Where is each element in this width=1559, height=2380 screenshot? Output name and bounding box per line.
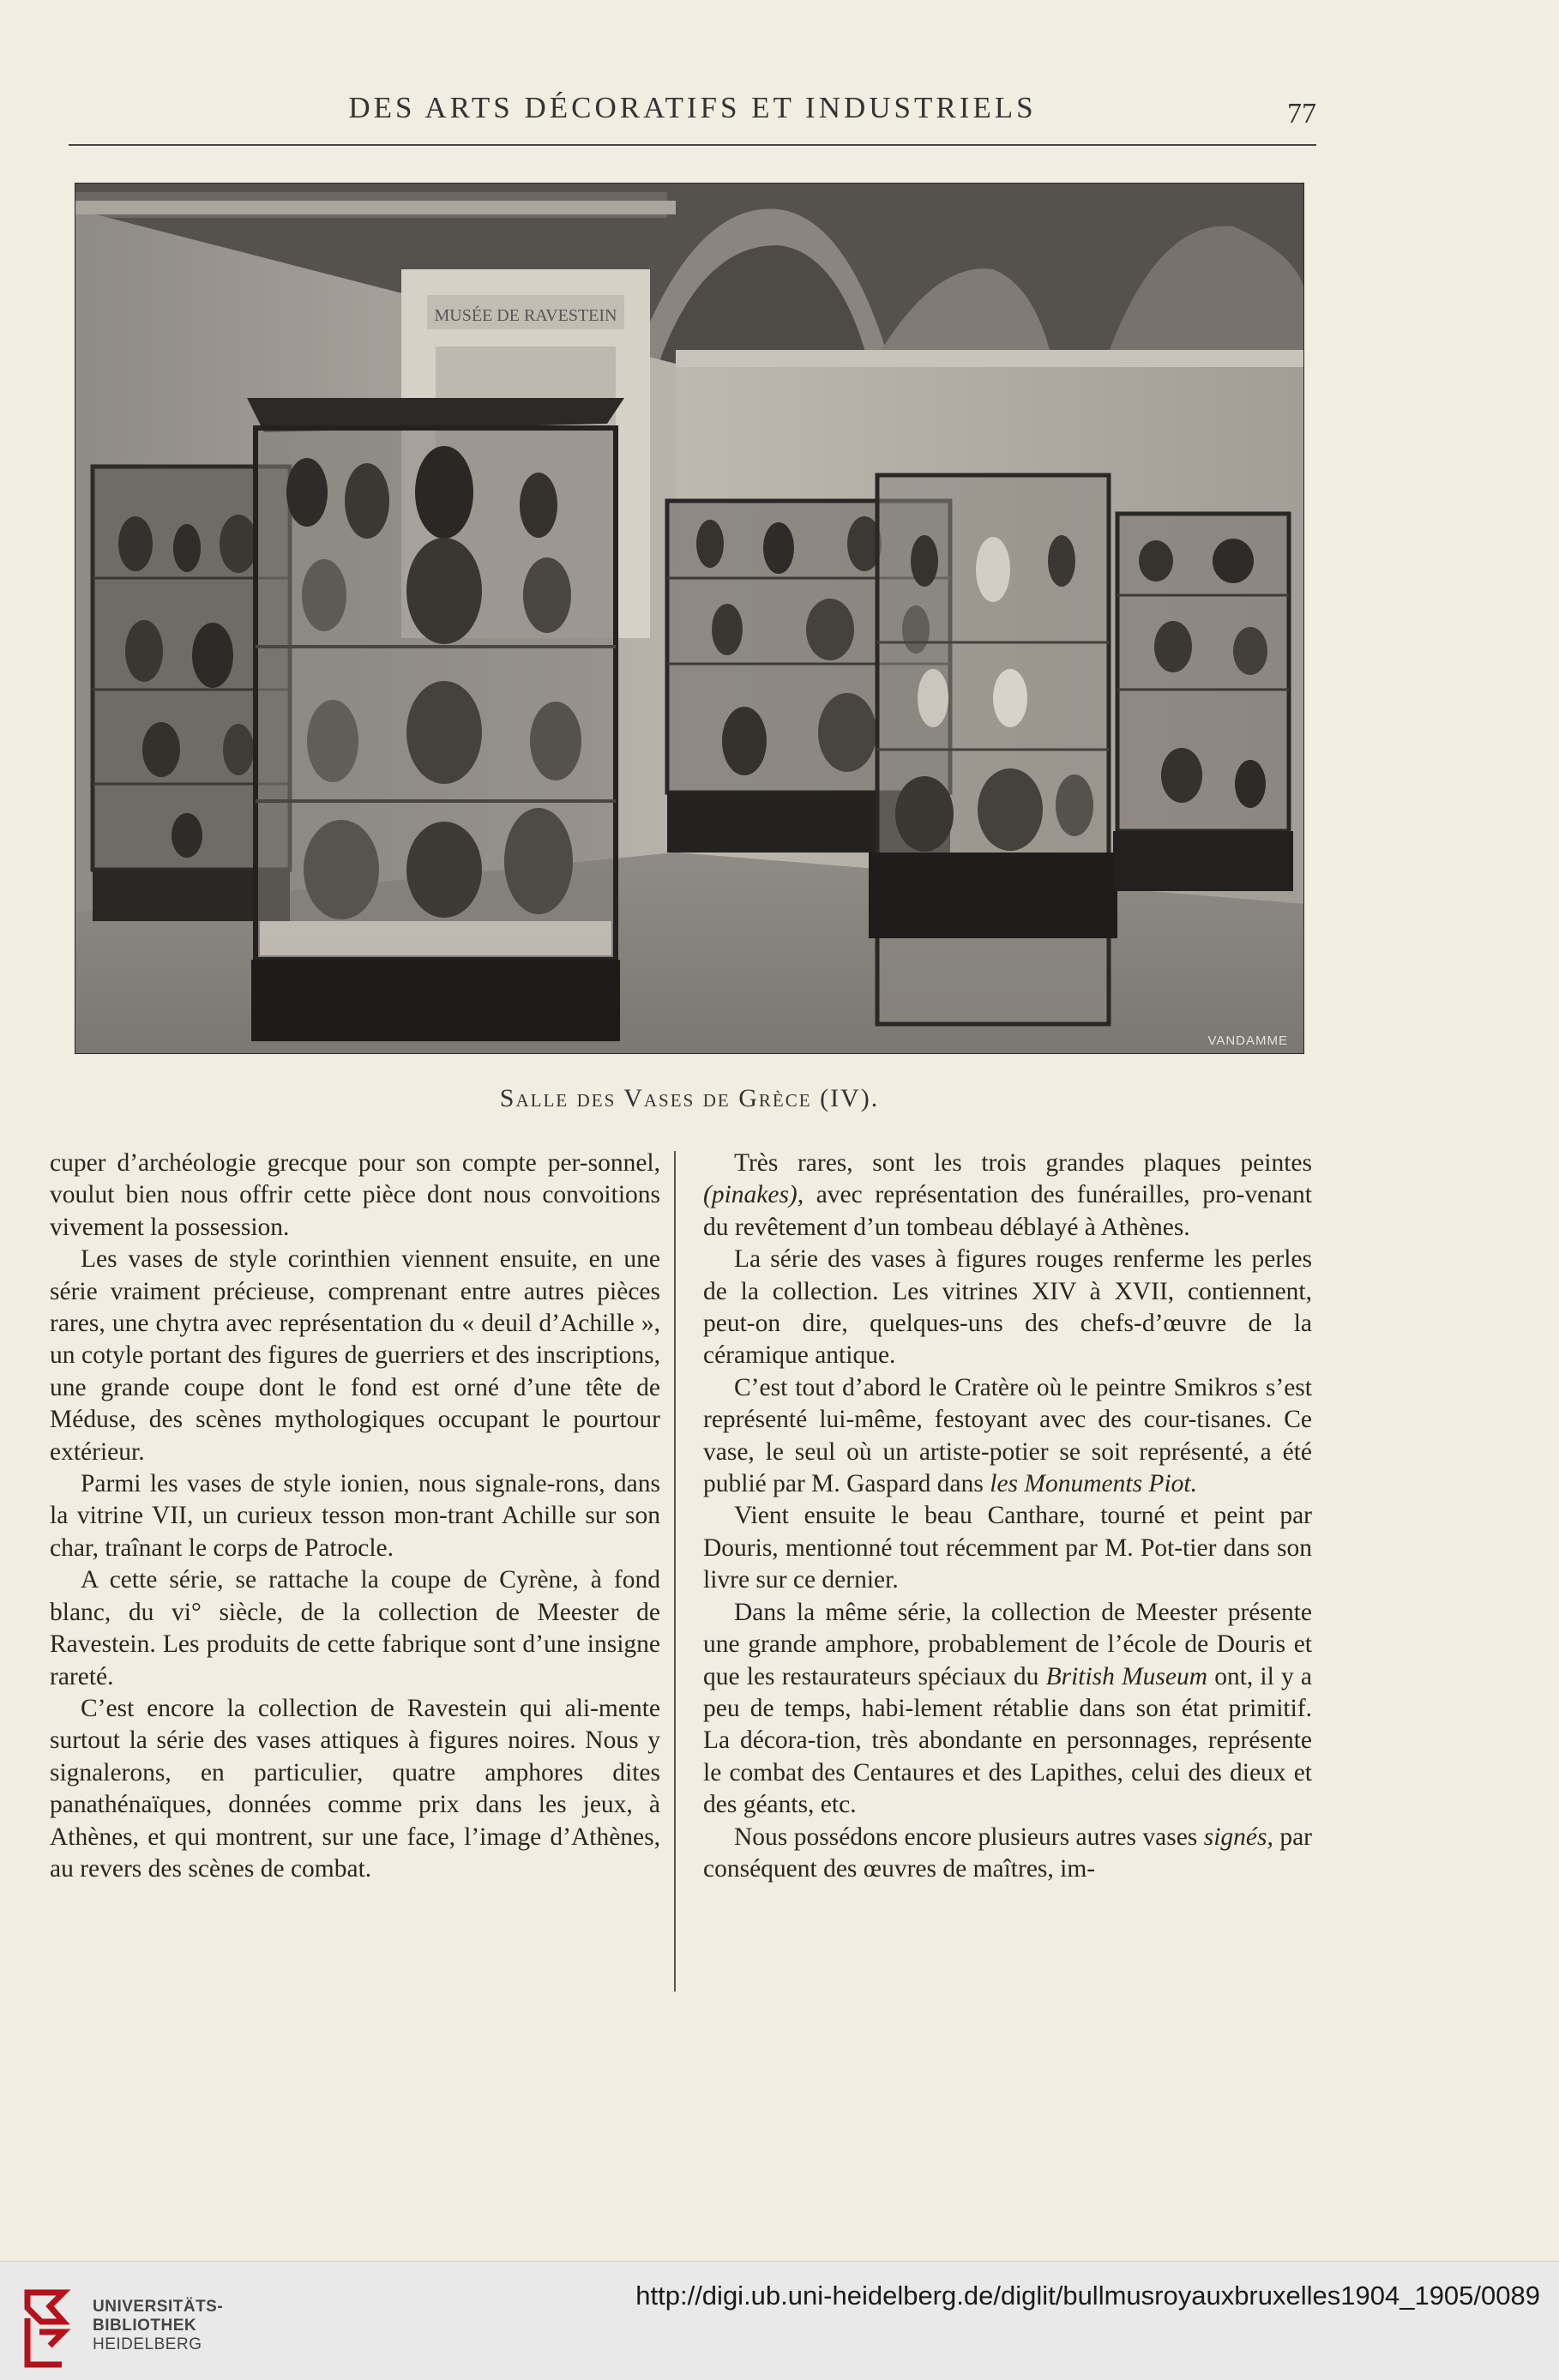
left-column [50, 1148, 660, 1885]
digitization-footer [0, 2261, 1559, 2380]
paragraph: La série des vases à figures rouges renferme les perles de la collection. Les vitrines XIV à XVII, contiennent, peut-on dire, quelques-uns des chefs-d’œuvre de la céramique antique. [703, 1245, 1312, 1370]
university-library-logo-icon [15, 2287, 84, 2370]
header-rule [69, 144, 1316, 146]
photo-plate [75, 184, 1303, 1053]
right-column [703, 1148, 1312, 1885]
paragraph: A cette série, se rattache la coupe de Cyrène, à fond blanc, du vi° siècle, de la collection de Meester de Ravestein. Les produits de cette fabrique sont d’une insigne rareté. [50, 1566, 660, 1690]
paragraph: C’est encore la collection de Ravestein qui ali-mente surtout la série des vases attiques à figures noires. Nous y signalerons, en particulier, quatre amphores dites panathénaïques, données comme prix dans les jeux, à Athènes, et qui montrent, sur une face, l’image d’Athènes, au revers des scènes de combat. [50, 1694, 660, 1883]
page-header [69, 82, 1316, 136]
page-number: 77 [1287, 98, 1316, 130]
paragraph: C’est tout d’abord le Cratère où le peintre Smikros s’est représenté lui-même, festoyant avec des cour-tisanes. Ce vase, le seul où un artiste-potier se soit représenté, a été publié par M. Gaspard dans les Monuments Piot. [703, 1373, 1312, 1498]
running-title: DES ARTS DÉCORATIFS ET INDUSTRIELS [348, 91, 1037, 124]
vitrine-front-right [869, 475, 1117, 1024]
plate-caption: Salle des Vases de Grèce (IV). [499, 1084, 880, 1112]
paragraph: cuper d’archéologie grecque pour son compte per-sonnel, voulut bien nous offrir cette pièce dont nous convoitions vivement la possession. [50, 1149, 660, 1241]
paragraph: Parmi les vases de style ionien, nous signale-rons, dans la vitrine VII, un curieux tesson mon-trant Achille sur son char, traînant le corps de Patrocle. [50, 1470, 660, 1562]
vitrine-far-right [1113, 514, 1293, 891]
museum-sign: MUSÉE DE RAVESTEIN [434, 306, 617, 325]
engraver-signature: VANDAMME [1207, 1033, 1288, 1048]
paragraph: Dans la même série, la collection de Meester présente une grande amphore, probablement de l’école de Douris et que les restaurateurs spéciaux du British Museum ont, il y a peu de temps, habi-lement rétablie dans son état primitif. La décora-tion, très abondante en personnages, représente le combat des Centaures et des Lapithes, celui des dieux et des géants, etc. [703, 1598, 1312, 1819]
paragraph: Nous possédons encore plusieurs autres vases signés, par conséquent des œuvres de maîtres, im- [703, 1823, 1312, 1883]
library-name: UNIVERSITÄTS- BIBLIOTHEK HEIDELBERG [93, 2298, 224, 2353]
paragraph: Les vases de style corinthien viennent ensuite, en une série vraiment précieuse, comprenant entre autres pièces rares, une chytra avec représentation du « deuil d’Achille », un cotyle portant des figures de guerriers et des inscriptions, une grande coupe dont le fond est orné d’une tête de Méduse, des scènes mythologiques occupant le pourtour extérieur. [50, 1245, 660, 1466]
source-url-link[interactable]: http://digi.ub.uni-heidelberg.de/diglit/bullmusroyauxbruxelles1904_1905/0089 [635, 2281, 1540, 2311]
paragraph: Vient ensuite le beau Canthare, tourné et peint par Douris, mentionné tout récemment par M. Pot-tier dans son livre sur ce dernier. [703, 1502, 1312, 1594]
vitrine-front-left [247, 398, 624, 1041]
paragraph: Très rares, sont les trois grandes plaques peintes (pinakes), avec représentation des funérailles, pro-venant du revêtement d’un tombeau déblayé à Athènes. [703, 1149, 1312, 1241]
column-divider [674, 1151, 676, 1991]
gallery-photograph [75, 184, 1303, 1053]
